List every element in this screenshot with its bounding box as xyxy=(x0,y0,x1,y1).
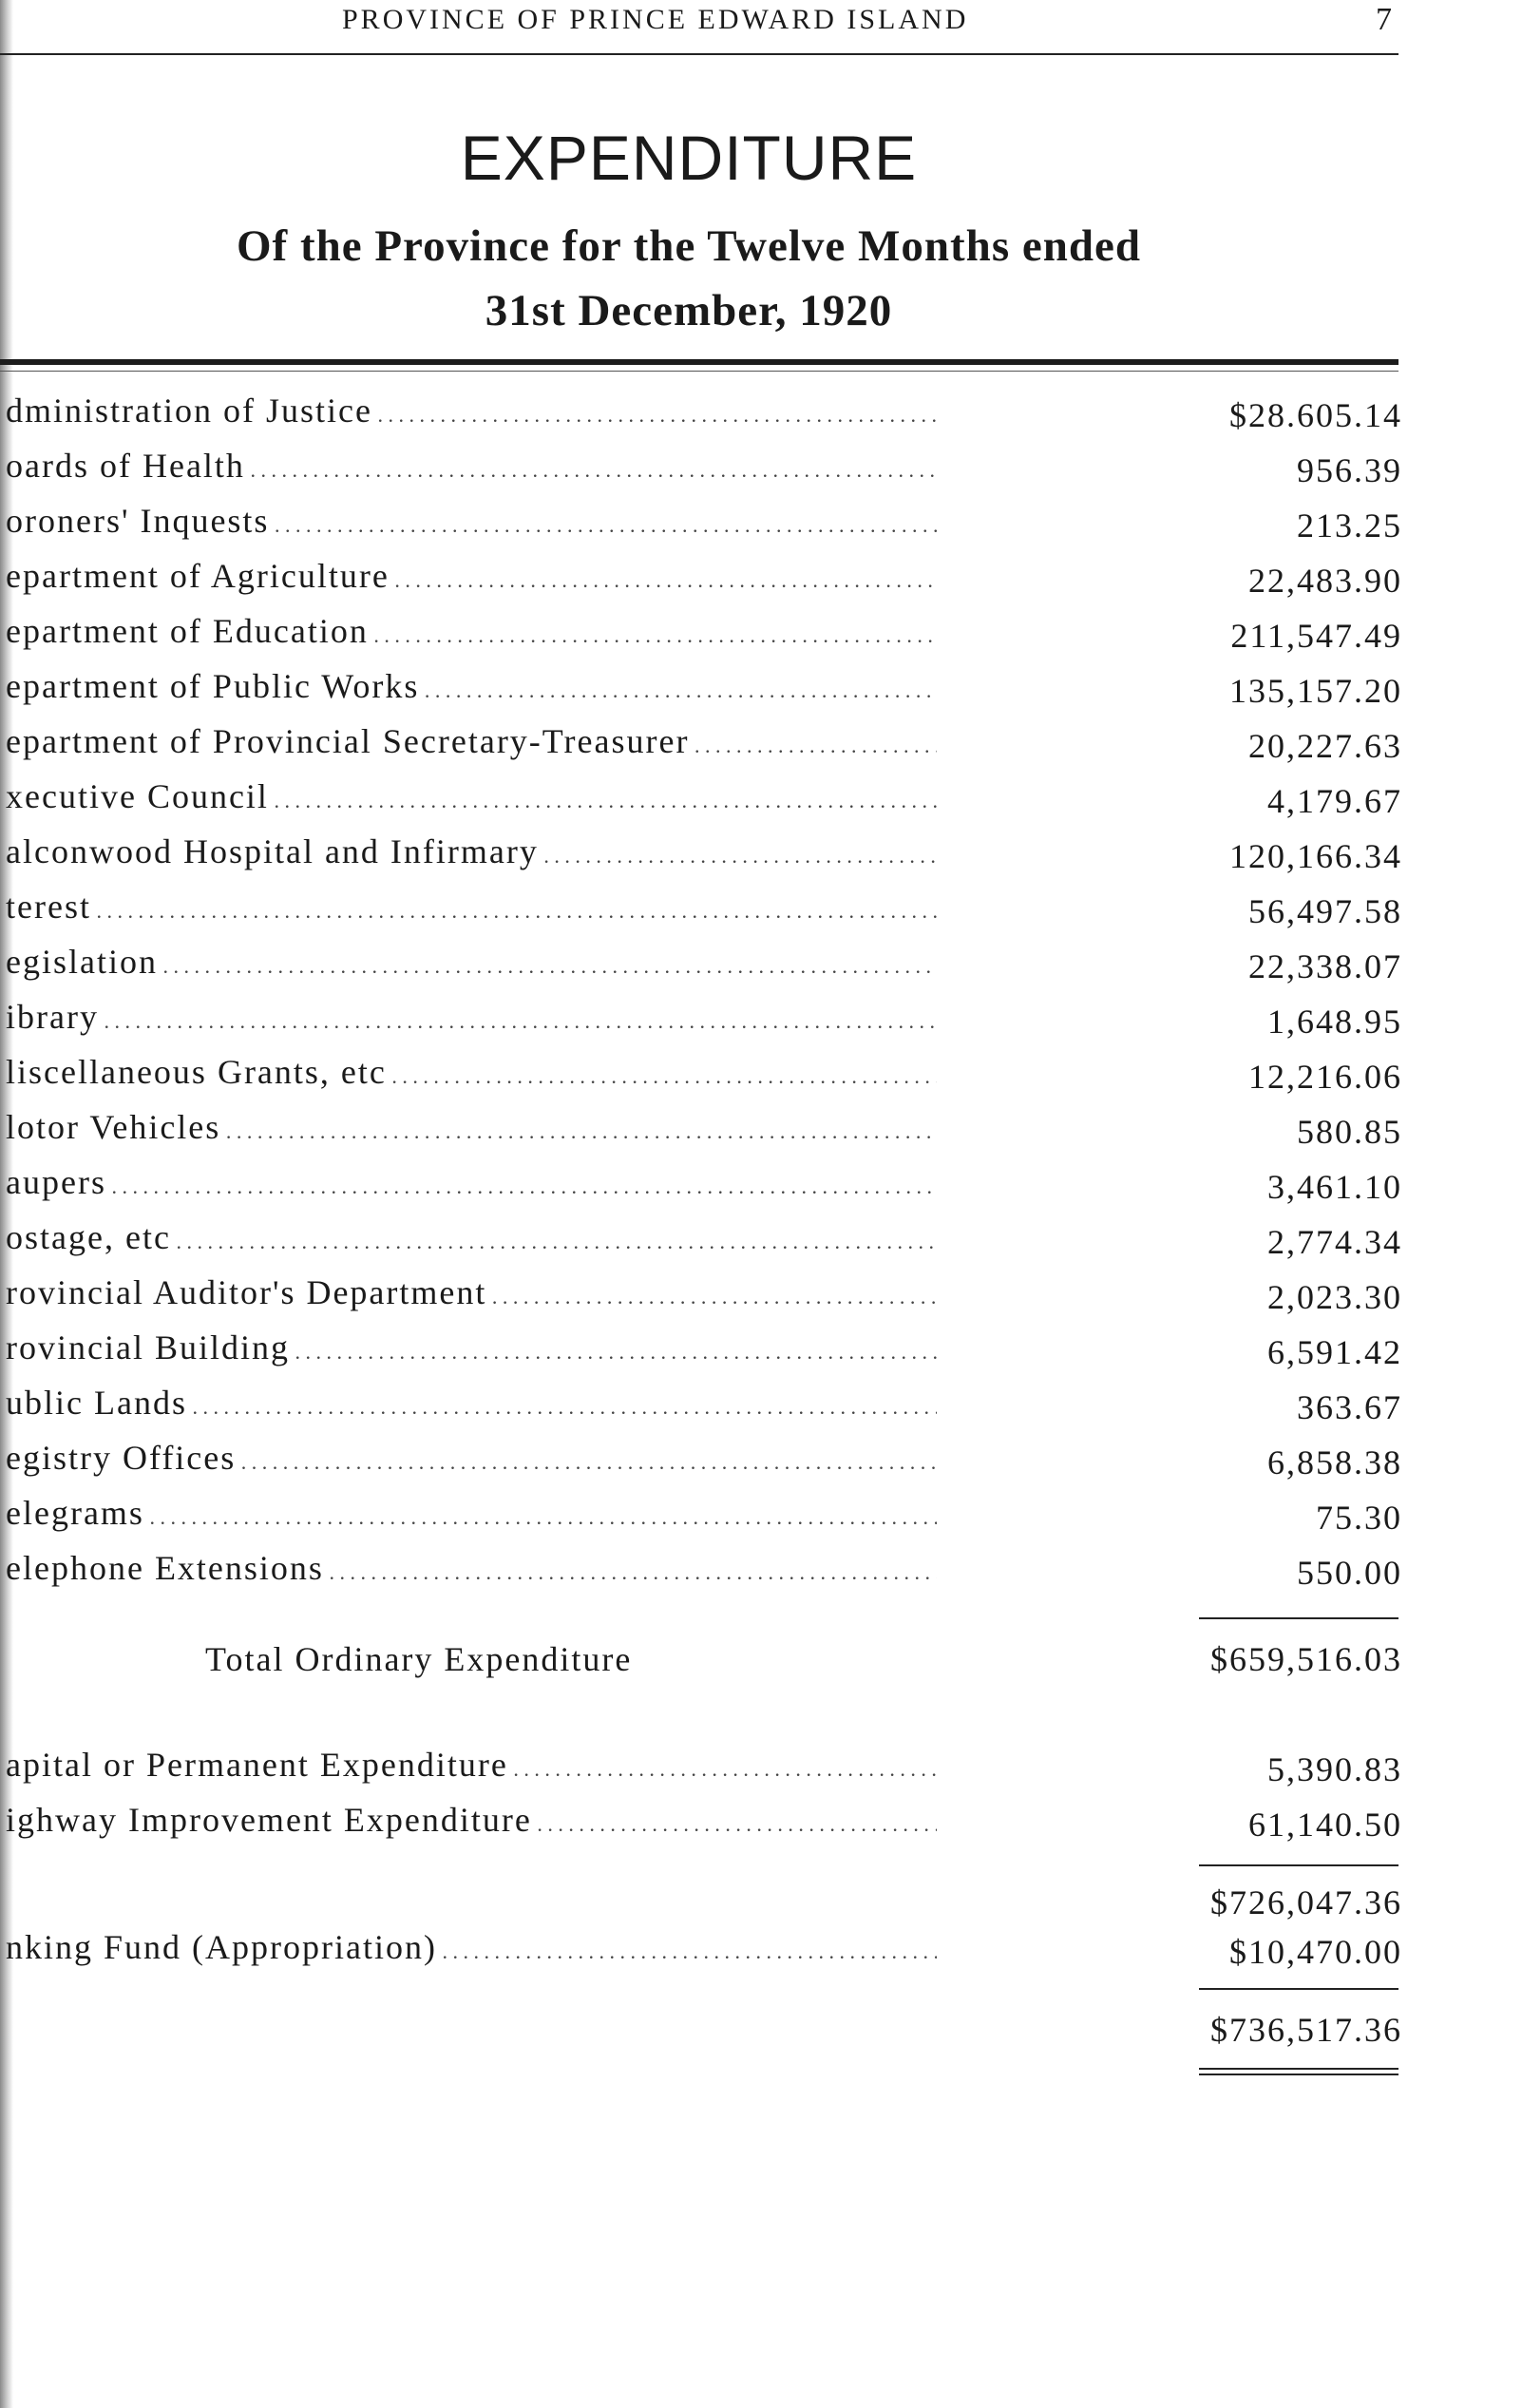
total-ordinary-row xyxy=(6,1636,1402,1684)
sum-rule xyxy=(1199,1617,1398,1619)
table-row xyxy=(6,889,1402,936)
table-row xyxy=(6,613,1402,660)
row-label: xecutive Council . . . xyxy=(6,777,937,820)
subtotal-row xyxy=(6,1880,1402,1927)
page-title: EXPENDITURE xyxy=(460,123,918,193)
table-row xyxy=(6,1550,1402,1597)
total-ordinary-label: Total Ordinary Expenditure xyxy=(205,1640,633,1678)
title-rule xyxy=(0,359,1398,365)
page-number: 7 xyxy=(1376,2,1392,37)
table-row xyxy=(6,778,1402,826)
row-amount: 120,166.34 xyxy=(1229,837,1402,875)
subtitle-line-1: Of the Province for the Twelve Months ended xyxy=(236,221,1142,271)
table-row xyxy=(6,833,1402,881)
table-row xyxy=(6,1802,1402,1849)
row-amount: 956.39 xyxy=(1297,451,1402,489)
sinking-fund-row xyxy=(6,1929,1402,1977)
row-label: ighway Improvement Expenditure . . . xyxy=(6,1801,937,1844)
row-amount: 6,858.38 xyxy=(1267,1443,1402,1481)
row-label: nking Fund (Appropriation) . . . xyxy=(6,1928,937,1971)
row-amount: 22,338.07 xyxy=(1248,947,1402,985)
table-row xyxy=(6,558,1402,605)
table-row xyxy=(6,1054,1402,1101)
row-label: dministration of Justice . . . xyxy=(6,392,937,434)
table-row xyxy=(6,944,1402,991)
table-row xyxy=(6,1219,1402,1267)
row-label: oards of Health . . . xyxy=(6,447,937,489)
row-amount: 580.85 xyxy=(1297,1113,1402,1151)
row-label: epartment of Education . . . xyxy=(6,612,937,655)
table-row xyxy=(6,448,1402,495)
grand-total-amount: $736,517.36 xyxy=(1210,2011,1402,2049)
table-row xyxy=(6,1440,1402,1487)
row-amount: 61,140.50 xyxy=(1248,1806,1402,1844)
table-row xyxy=(6,1164,1402,1212)
row-amount: $10,470.00 xyxy=(1229,1933,1402,1971)
table-row xyxy=(6,1495,1402,1542)
row-label: liscellaneous Grants, etc . . . xyxy=(6,1053,937,1096)
table-row xyxy=(6,1747,1402,1794)
total-ordinary-amount: $659,516.03 xyxy=(1210,1640,1402,1678)
row-amount: 22,483.90 xyxy=(1248,562,1402,600)
grand-total-double-rule xyxy=(1199,2068,1398,2075)
row-amount: 2,023.30 xyxy=(1267,1278,1402,1316)
table-row xyxy=(6,392,1402,440)
row-label: alconwood Hospital and Infirmary . . . xyxy=(6,832,937,875)
row-label: epartment of Public Works . . . xyxy=(6,667,937,710)
sum-rule xyxy=(1199,1988,1398,1990)
table-row xyxy=(6,503,1402,550)
row-label: lotor Vehicles . . . xyxy=(6,1108,937,1151)
row-label: ostage, etc . . . xyxy=(6,1218,937,1261)
table-row xyxy=(6,999,1402,1046)
row-amount: 4,179.67 xyxy=(1267,782,1402,820)
header-rule xyxy=(0,53,1398,55)
row-label: elegrams . . . xyxy=(6,1494,937,1537)
row-amount: $28.605.14 xyxy=(1229,396,1402,434)
row-label: rovincial Building . . . xyxy=(6,1328,937,1371)
row-label: ublic Lands . . . xyxy=(6,1384,937,1426)
row-label: oroners' Inquests . . . xyxy=(6,502,937,545)
title-rule-thin xyxy=(0,371,1398,372)
row-amount: 550.00 xyxy=(1297,1554,1402,1592)
table-row xyxy=(6,668,1402,716)
row-label: elephone Extensions . . . xyxy=(6,1549,937,1592)
row-label: rovincial Auditor's Department . . . xyxy=(6,1273,937,1316)
row-amount: 56,497.58 xyxy=(1248,892,1402,930)
row-amount: 3,461.10 xyxy=(1267,1168,1402,1206)
row-amount: 135,157.20 xyxy=(1229,672,1402,710)
running-head: PROVINCE OF PRINCE EDWARD ISLAND xyxy=(342,4,969,35)
row-label: epartment of Provincial Secretary-Treasurer . . . xyxy=(6,722,937,765)
table-row xyxy=(6,723,1402,771)
row-amount: 2,774.34 xyxy=(1267,1223,1402,1261)
row-amount: 75.30 xyxy=(1316,1499,1402,1537)
row-label: ibrary . . . xyxy=(6,998,937,1041)
grand-total-row xyxy=(6,2007,1402,2054)
row-amount: 363.67 xyxy=(1297,1388,1402,1426)
row-label: egislation . . . xyxy=(6,943,937,985)
row-label: epartment of Agriculture . . . xyxy=(6,557,937,600)
row-label: terest . . . xyxy=(6,888,937,930)
row-amount: 5,390.83 xyxy=(1267,1750,1402,1788)
table-row xyxy=(6,1385,1402,1432)
row-label: egistry Offices . . . xyxy=(6,1439,937,1481)
table-row xyxy=(6,1274,1402,1322)
subtitle-line-2: 31st December, 1920 xyxy=(485,286,893,335)
table-row xyxy=(6,1109,1402,1156)
row-amount: 12,216.06 xyxy=(1248,1058,1402,1096)
row-amount: 213.25 xyxy=(1297,506,1402,545)
sum-rule xyxy=(1199,1864,1398,1866)
row-amount: 20,227.63 xyxy=(1248,727,1402,765)
row-amount: 6,591.42 xyxy=(1267,1333,1402,1371)
subtotal-amount: $726,047.36 xyxy=(1210,1883,1402,1921)
row-amount: 1,648.95 xyxy=(1267,1003,1402,1041)
row-amount: 211,547.49 xyxy=(1230,617,1402,655)
table-row xyxy=(6,1329,1402,1377)
row-label: aupers . . . xyxy=(6,1163,937,1206)
row-label: apital or Permanent Expenditure . . . xyxy=(6,1746,937,1788)
